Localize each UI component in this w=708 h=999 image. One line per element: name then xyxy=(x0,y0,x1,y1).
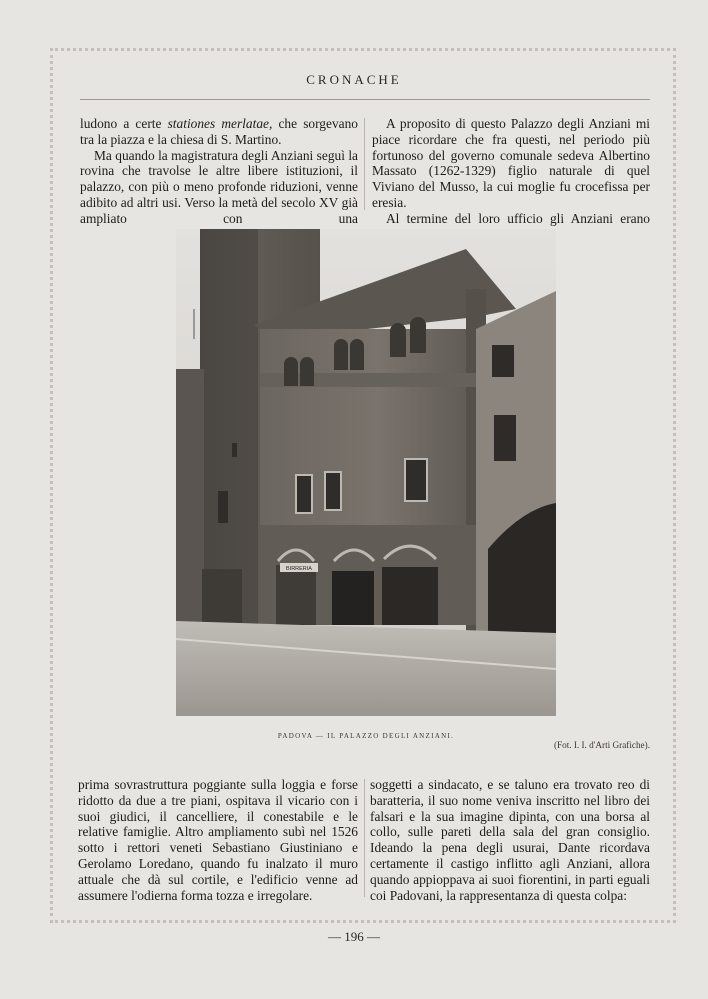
arched-window xyxy=(284,357,298,386)
window xyxy=(405,459,427,501)
photo-palazzo-anziani xyxy=(176,229,556,716)
paragraph-stationes xyxy=(80,116,358,148)
shop-sign-text: BIRRERIA xyxy=(286,566,312,572)
column-divider xyxy=(364,779,365,897)
tower-shadow-face xyxy=(200,229,258,624)
arched-window xyxy=(350,339,364,370)
tower-window xyxy=(218,491,228,523)
bottom-left-column xyxy=(78,777,358,903)
header-rule xyxy=(80,99,650,100)
bottom-right-column xyxy=(370,777,650,903)
page-number: — 196 — xyxy=(328,929,380,944)
arched-window xyxy=(390,323,406,357)
paragraph-massato: A proposito di questo Palazzo degli Anziani mi piace ricordare che fra questi, nel periodo più fortunoso del governo comunale sedeva Albertino Massato (1262-1329) figlio naturale di quel Viviano del Musso, la cui moglie fu crocefissa per eresia. xyxy=(372,116,650,210)
italic-term: stationes merlatae, xyxy=(167,116,273,131)
paragraph-termine: Al termine del loro ufficio gli Anziani erano xyxy=(386,210,650,226)
top-left-column xyxy=(80,116,358,227)
tower-slit xyxy=(232,443,237,457)
column-divider xyxy=(364,118,365,210)
paragraph-sovrastruttura: prima sovrastruttura poggiante sulla loggia e forse ridotto da due a tre piani, ospitava il vicario con i suoi giudici, il cancelliere, il conestabile e le relative famiglie. Altro ampliamento subì nel 1526 sotto i rettori veneti Sebastiano Giustiniano e Gerolamo Loredano, quando fu inalzato il muro attuale che dà sul cortile, e l'edificio venne ad assumere l'odierna forma tozza e irregolare. xyxy=(78,777,358,903)
paragraph-magistratura: Ma quando la magistratura degli Anziani seguì la rovina che travolse le altre libere istituzioni, il palazzo, con più o meno profonde riduzioni, venne adibito ad altri usi. Verso la metà del secolo XV già ampliato con una xyxy=(80,147,358,226)
left-shopfront xyxy=(202,569,242,625)
arched-window xyxy=(334,339,348,370)
pavement xyxy=(176,621,556,716)
text-run: ludono a certe xyxy=(80,116,168,131)
text-run: che sorgevano tra la piazza e la chiesa di S. Martino. xyxy=(80,116,358,147)
top-right-column xyxy=(372,116,650,227)
running-head: CRONACHE xyxy=(306,72,402,87)
right-building-window xyxy=(494,415,516,461)
storefront xyxy=(332,571,374,625)
window xyxy=(325,472,341,510)
photo-illustration xyxy=(176,229,556,716)
storefront xyxy=(382,567,438,625)
storefront xyxy=(276,565,316,625)
photo-credit: (Fot. I. I. d'Arti Grafiche). xyxy=(553,740,650,750)
paragraph-sindacato: soggetti a sindacato, e se taluno era trovato reo di baratteria, il suo nome veniva inscritto nel libro dei falsari e la sua imagine dipinta, con una borsa al collo, sulle pareti della sala del gran consiglio. Ideando la pena degli usurai, Dante ricordava certamente il castigo inflitto agli Anziani, allora quando appioppava ai suoi fiorentini, in parti eguali coi Padovani, la rappresentanza di questa colpa: xyxy=(370,777,650,903)
figure-caption: PADOVA — IL PALAZZO DEGLI ANZIANI. xyxy=(277,732,455,740)
arched-window xyxy=(300,357,314,386)
window xyxy=(296,475,312,513)
arched-window xyxy=(410,317,426,353)
right-building-window xyxy=(492,345,514,377)
left-building xyxy=(176,369,204,624)
